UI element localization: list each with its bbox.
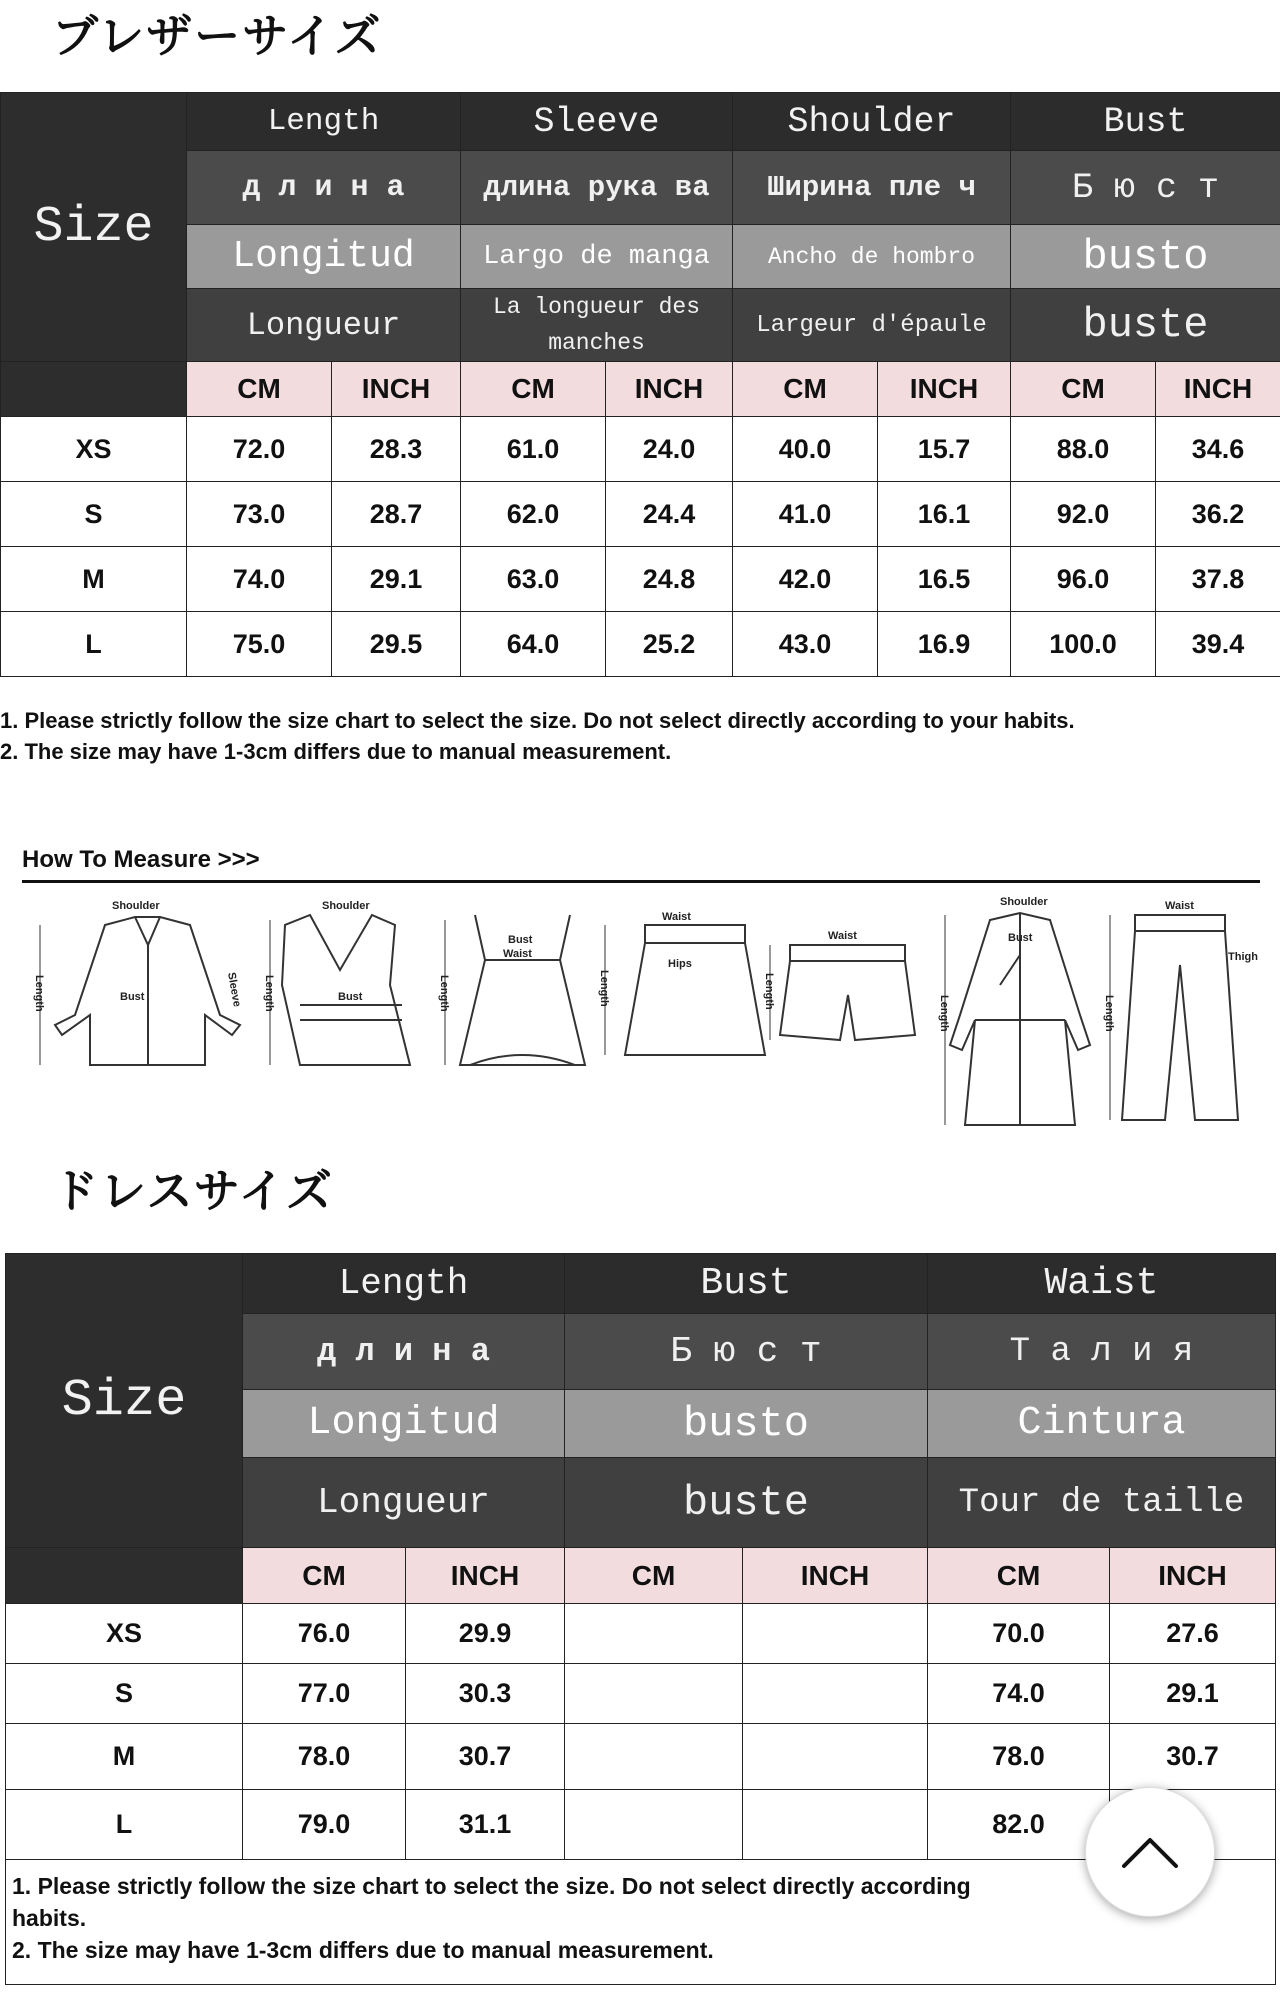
group-header-fr: buste [565, 1458, 928, 1548]
group-header-fr: buste [1011, 289, 1280, 362]
group-header-fr: Largeur d'épaule [733, 289, 1011, 362]
table-row [6, 1664, 1276, 1724]
value-cell: 16.5 [878, 547, 1011, 612]
label-bust: Bust [1008, 932, 1033, 944]
value-cell: 24.0 [606, 417, 733, 482]
value-cell: 27.6 [1110, 1604, 1276, 1664]
size-cell: L [6, 1790, 243, 1860]
unit-label: CM [461, 362, 606, 417]
table-row [1, 482, 1280, 547]
chevron-up-icon [1120, 1834, 1180, 1870]
value-cell: 29.1 [332, 547, 461, 612]
value-cell: 82.0 [928, 1790, 1110, 1860]
value-cell: 25.2 [606, 612, 733, 677]
group-header-es: Largo de manga [461, 225, 733, 289]
label-length: Length [938, 995, 950, 1032]
value-cell: 43.0 [733, 612, 878, 677]
blazer-title: ブレザーサイズ [52, 9, 383, 63]
value-cell: 62.0 [461, 482, 606, 547]
table-row [1, 417, 1280, 482]
dress-size-table [5, 1253, 1276, 1985]
size-cell: XS [1, 417, 187, 482]
blazer-note-2: 2. The size may have 1-3cm differs due to manual measurement. [0, 739, 672, 764]
value-cell: 74.0 [187, 547, 332, 612]
unit-label: INCH [1156, 362, 1280, 417]
label-thigh: Thigh [1228, 951, 1258, 963]
value-cell: 100.0 [1011, 612, 1156, 677]
blazer-note-1: 1. Please strictly follow the size chart to select the size. Do not select directly according to your habits. [0, 708, 1075, 733]
dress-note-1-cont: habits. [12, 1905, 87, 1931]
group-header-ru: длина рука ва [461, 151, 733, 225]
blazer-size-table [0, 92, 1280, 677]
value-cell: 74.0 [928, 1664, 1110, 1724]
value-cell: 29.1 [1110, 1664, 1276, 1724]
value-cell: 29.9 [406, 1604, 565, 1664]
group-header-es: Longitud [243, 1390, 565, 1458]
value-cell: 30.7 [1110, 1724, 1276, 1790]
unit-label: CM [733, 362, 878, 417]
value-cell: 29.5 [332, 612, 461, 677]
unit-label: INCH [743, 1548, 928, 1604]
coat-illustration [950, 913, 1090, 1125]
value-cell: 78.0 [243, 1724, 406, 1790]
table-row [6, 1724, 1276, 1790]
unit-label: CM [565, 1548, 743, 1604]
how-to-measure [0, 820, 1280, 1120]
size-cell: L [1, 612, 187, 677]
value-cell: 73.0 [187, 482, 332, 547]
value-cell [743, 1724, 928, 1790]
label-length: Length [438, 975, 450, 1012]
size-header: Size [1, 93, 187, 362]
value-cell: 24.4 [606, 482, 733, 547]
value-cell [565, 1664, 743, 1724]
value-cell [565, 1604, 743, 1664]
value-cell: 42.0 [733, 547, 878, 612]
label-length: Length [1103, 995, 1115, 1032]
label-shoulder: Shoulder [322, 900, 370, 912]
size-cell: M [1, 547, 187, 612]
measure-illustrations [0, 895, 1280, 1135]
group-header-es: Ancho de hombro [733, 225, 1011, 289]
group-header-fr: La longueur des manches [461, 289, 733, 362]
skirt-illustration [625, 925, 765, 1055]
value-cell: 61.0 [461, 417, 606, 482]
dress-title: ドレスサイズ [52, 1164, 335, 1218]
group-header-en: Shoulder [733, 93, 1011, 151]
group-header-ru: Ширина пле ч [733, 151, 1011, 225]
label-hips: Hips [668, 958, 692, 970]
label-length: Length [763, 973, 775, 1010]
label-bust: Bust [508, 934, 533, 946]
unit-label: CM [1011, 362, 1156, 417]
group-header-en: Length [187, 93, 461, 151]
value-cell: 63.0 [461, 547, 606, 612]
value-cell [565, 1790, 743, 1860]
unit-label: CM [928, 1548, 1110, 1604]
unit-label: INCH [606, 362, 733, 417]
divider [22, 880, 1260, 883]
value-cell: 77.0 [243, 1664, 406, 1724]
pants-illustration [1122, 915, 1238, 1120]
label-waist: Waist [828, 930, 857, 942]
value-cell [565, 1724, 743, 1790]
value-cell: 88.0 [1011, 417, 1156, 482]
group-header-es: busto [1011, 225, 1280, 289]
group-header-es: Cintura [928, 1390, 1276, 1458]
value-cell: 28.7 [332, 482, 461, 547]
value-cell: 30.3 [406, 1664, 565, 1724]
size-cell: S [1, 482, 187, 547]
unit-label: INCH [406, 1548, 565, 1604]
label-sleeve: Sleeve [225, 971, 243, 1008]
group-header-es: busto [565, 1390, 928, 1458]
label-bust: Bust [120, 991, 145, 1003]
shorts-illustration [780, 945, 915, 1040]
value-cell: 39.4 [1156, 612, 1280, 677]
value-cell: 34.6 [1156, 417, 1280, 482]
size-cell: XS [6, 1604, 243, 1664]
dress-note-1: 1. Please strictly follow the size chart to select the size. Do not select directly according [12, 1873, 971, 1899]
value-cell: 70.0 [928, 1604, 1110, 1664]
group-header-en: Waist [928, 1254, 1276, 1314]
group-header-ru: д л и н а [187, 151, 461, 225]
group-header-ru: Б ю с т [565, 1314, 928, 1390]
label-waist: Waist [1165, 900, 1194, 912]
group-header-en: Sleeve [461, 93, 733, 151]
value-cell: 75.0 [187, 612, 332, 677]
label-shoulder: Shoulder [112, 900, 160, 912]
value-cell: 30.7 [406, 1724, 565, 1790]
group-header-en: Bust [1011, 93, 1280, 151]
label-shoulder: Shoulder [1000, 896, 1048, 908]
scroll-to-top-button[interactable] [1085, 1787, 1215, 1917]
label-length: Length [263, 975, 275, 1012]
group-header-es: Longitud [187, 225, 461, 289]
label-length: Length [598, 970, 610, 1007]
unit-label: INCH [332, 362, 461, 417]
label-bust: Bust [338, 991, 363, 1003]
value-cell: 41.0 [733, 482, 878, 547]
how-to-measure-title: How To Measure >>> [22, 846, 260, 873]
group-header-ru: д л и н а [243, 1314, 565, 1390]
value-cell: 79.0 [243, 1790, 406, 1860]
group-header-ru: Т а л и я [928, 1314, 1276, 1390]
size-cell: S [6, 1664, 243, 1724]
value-cell [743, 1664, 928, 1724]
group-header-fr: Longueur [243, 1458, 565, 1548]
group-header-en: Length [243, 1254, 565, 1314]
group-header-ru: Б ю с т [1011, 151, 1280, 225]
unit-label: INCH [1110, 1548, 1276, 1604]
value-cell [743, 1604, 928, 1664]
value-cell: 37.8 [1156, 547, 1280, 612]
label-waist: Waist [662, 911, 691, 923]
top-illustration [282, 915, 410, 1065]
value-cell: 24.8 [606, 547, 733, 612]
dress-note-2: 2. The size may have 1-3cm differs due to manual measurement. [12, 1937, 714, 1963]
value-cell: 16.9 [878, 612, 1011, 677]
value-cell: 92.0 [1011, 482, 1156, 547]
value-cell: 76.0 [243, 1604, 406, 1664]
value-cell: 15.7 [878, 417, 1011, 482]
label-waist: Waist [503, 948, 532, 960]
size-header: Size [6, 1254, 243, 1548]
value-cell: 96.0 [1011, 547, 1156, 612]
label-length: Length [33, 975, 45, 1012]
table-row [1, 612, 1280, 677]
value-cell: 64.0 [461, 612, 606, 677]
value-cell: 28.3 [332, 417, 461, 482]
value-cell: 16.1 [878, 482, 1011, 547]
value-cell: 36.2 [1156, 482, 1280, 547]
shirt-illustration [55, 917, 240, 1065]
size-cell: M [6, 1724, 243, 1790]
table-row [1, 547, 1280, 612]
value-cell: 40.0 [733, 417, 878, 482]
value-cell [743, 1790, 928, 1860]
unit-label: CM [187, 362, 332, 417]
value-cell: 31.1 [406, 1790, 565, 1860]
group-header-fr: Longueur [187, 289, 461, 362]
group-header-en: Bust [565, 1254, 928, 1314]
unit-label: INCH [878, 362, 1011, 417]
group-header-fr: Tour de taille [928, 1458, 1276, 1548]
value-cell: 78.0 [928, 1724, 1110, 1790]
unit-label: CM [243, 1548, 406, 1604]
value-cell: 72.0 [187, 417, 332, 482]
table-row [6, 1604, 1276, 1664]
